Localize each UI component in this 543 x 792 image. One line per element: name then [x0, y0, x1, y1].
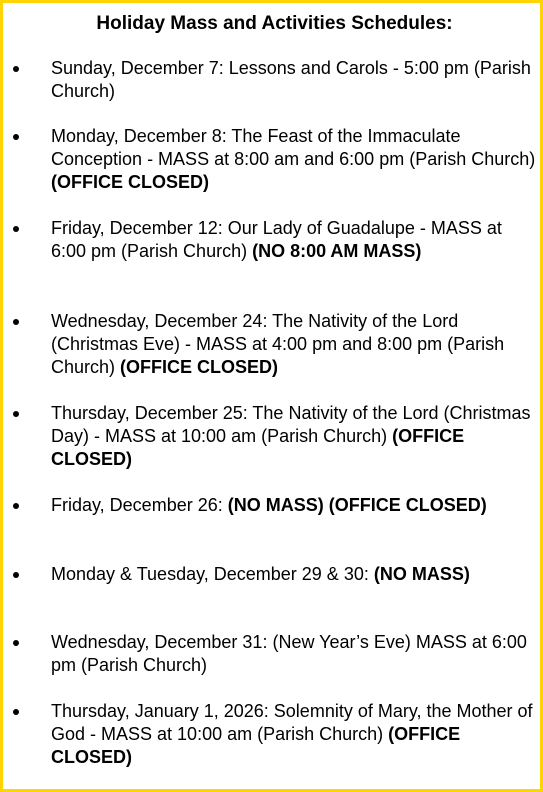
item-bold-text: (OFFICE CLOSED) [51, 172, 209, 192]
bullet-icon [13, 503, 19, 509]
bullet-icon [13, 226, 19, 232]
schedule-item-text [51, 631, 539, 677]
schedule-item-text [51, 494, 539, 517]
item-regular-text: Sunday, December 7: Lessons and Carols - 5:00 pm (Parish Church) [51, 58, 531, 101]
bullet-icon [13, 134, 19, 140]
schedule-item-text [51, 700, 539, 769]
item-bold-text: (NO 8:00 AM MASS) [252, 241, 422, 261]
schedule-item-text [51, 57, 539, 103]
item-bold-text: (NO MASS) [373, 564, 470, 584]
bullet-icon [13, 709, 19, 715]
bullet-icon [13, 640, 19, 646]
schedule-item-text [51, 217, 539, 263]
item-bold-text: (NO MASS) (OFFICE CLOSED) [227, 495, 487, 515]
bullet-icon [13, 319, 19, 325]
item-regular-text: Friday, December 12: Our Lady of Guadalupe - MASS at 6:00 pm (Parish Church) [51, 218, 502, 261]
schedule-item-text [51, 563, 539, 586]
schedule-title: Holiday Mass and Activities Schedules: [96, 13, 453, 34]
item-bold-text: (OFFICE CLOSED) [51, 724, 461, 767]
bullet-icon [13, 66, 19, 72]
item-regular-text: Monday & Tuesday, December 29 & 30: [51, 564, 374, 584]
schedule-item-text [51, 402, 539, 471]
schedule-item-text [51, 125, 539, 194]
item-regular-text: Thursday, December 25: The Nativity of the Lord (Christmas Day) - MASS at 10:00 am (Parish Church) [51, 403, 531, 446]
item-regular-text: Friday, December 26: [51, 495, 228, 515]
item-regular-text: Wednesday, December 31: (New Year’s Eve) MASS at 6:00 pm (Parish Church) [51, 632, 527, 675]
item-regular-text: Thursday, January 1, 2026: Solemnity of Mary, the Mother of God - MASS at 10:00 am (Parish Church) [51, 701, 533, 744]
schedule-item-text [51, 310, 539, 379]
bullet-icon [13, 572, 19, 578]
item-bold-text: (OFFICE CLOSED) [120, 357, 279, 377]
item-bold-text: (OFFICE CLOSED) [51, 426, 465, 469]
item-regular-text: Monday, December 8: The Feast of the Immaculate Conception - MASS at 8:00 am and 6:00 pm (Parish Church) [51, 126, 536, 169]
bullet-icon [13, 411, 19, 417]
item-regular-text: Wednesday, December 24: The Nativity of the Lord (Christmas Eve) - MASS at 4:00 pm and 8:00 pm (Parish Church) [51, 311, 505, 377]
